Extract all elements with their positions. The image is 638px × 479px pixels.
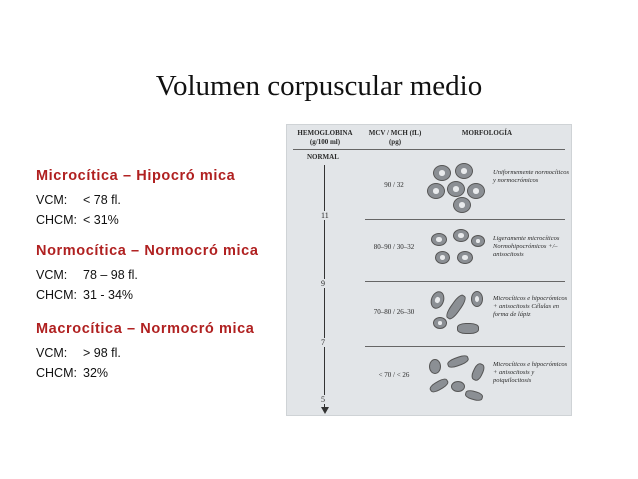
row-divider [365,281,565,282]
group-heading: Macrocítica – Normocró mica [36,321,255,337]
normocytes-illustration [423,163,491,213]
morphology-text: Microcíticos e hipocrómicos + anisocitosis y poiquilocitosis [493,361,568,384]
rbc-cell [471,291,483,307]
elongated-cell [464,389,484,402]
row-label: VCM: [36,193,68,207]
elongated-cell [446,354,470,370]
morphology-text: Microcíticos e hipocrómicos + anisocitosis Células en forma de lápiz [493,295,568,318]
elongated-cell [428,377,450,395]
row-value: 32% [83,366,109,380]
elongated-cell [457,323,479,334]
row-label: CHCM: [36,213,77,227]
row-label: VCM: [36,346,68,360]
row-value: < 78 fl. [83,193,121,207]
rbc-cell [431,233,447,246]
morphology-text: Ligeramente microcíticos Normohipocrómicos +/– anisocitosis [493,235,560,258]
group-normocitica [36,243,259,305]
rbc-cell [433,317,447,329]
rbc-cell [453,197,471,213]
rbc-cell [427,183,445,199]
slide-title: Volumen corpuscular medio [155,70,483,102]
row-label: VCM: [36,268,68,282]
rbc-cell [467,183,485,199]
arrow-head-icon [321,407,329,414]
group-heading: Microcítica – Hipocró mica [36,168,236,184]
group-macrocitica [36,321,254,383]
rbc-cell [428,289,446,310]
hb-tick: 7 [321,338,325,347]
header-mcv: MCV / MCH (fL) (pg) [368,129,422,146]
mcv-value: < 70 / < 26 [378,371,410,379]
row-value: 78 – 98 fl. [83,268,138,282]
hb-tick: 5 [321,395,325,404]
rbc-morphology-figure [286,124,572,416]
mcv-value: 90 / 32 [384,181,404,189]
poikilocytes-illustration [423,355,491,409]
mcv-value: 80–90 / 30–32 [373,243,415,251]
row-value: < 31% [83,213,119,227]
morphology-text: Uniformemente normocíticos y normocrómicos [493,169,570,184]
chcm-row [36,285,259,305]
rbc-cell [447,181,465,197]
row-value: > 98 fl. [83,346,121,360]
header-morfologia: MORFOLOGÍA [461,129,513,137]
rbc-cell [451,381,465,392]
row-value: 31 - 34% [83,288,134,302]
normal-label: NORMAL [307,153,339,161]
rbc-cell [457,251,473,264]
row-label: CHCM: [36,288,77,302]
hb-tick: 11 [321,211,329,220]
rbc-cell [455,163,473,179]
rbc-cell [453,229,469,242]
hemoglobin-arrow [324,165,325,411]
pencil-cell [444,293,468,322]
header-divider [293,149,565,150]
group-microcitica [36,168,235,230]
chcm-row [36,363,254,383]
chcm-row [36,210,235,230]
group-heading: Normocítica – Normocró mica [36,243,259,259]
microcytes-pencil-cells-illustration [423,289,491,341]
slight-microcytes-illustration [423,229,491,275]
mcv-value: 70–80 / 26–30 [373,308,415,316]
vcm-row [36,343,254,363]
row-divider [365,346,565,347]
rbc-cell [471,235,485,247]
vcm-row [36,265,259,285]
row-divider [365,219,565,220]
row-label: CHCM: [36,366,77,380]
rbc-cell [429,359,441,374]
vcm-row [36,190,235,210]
rbc-cell [435,251,450,264]
elongated-cell [470,362,487,383]
rbc-cell [433,165,451,181]
header-hemoglobina: HEMOGLOBINA (g/100 ml) [297,129,353,146]
hb-tick: 9 [321,279,325,288]
